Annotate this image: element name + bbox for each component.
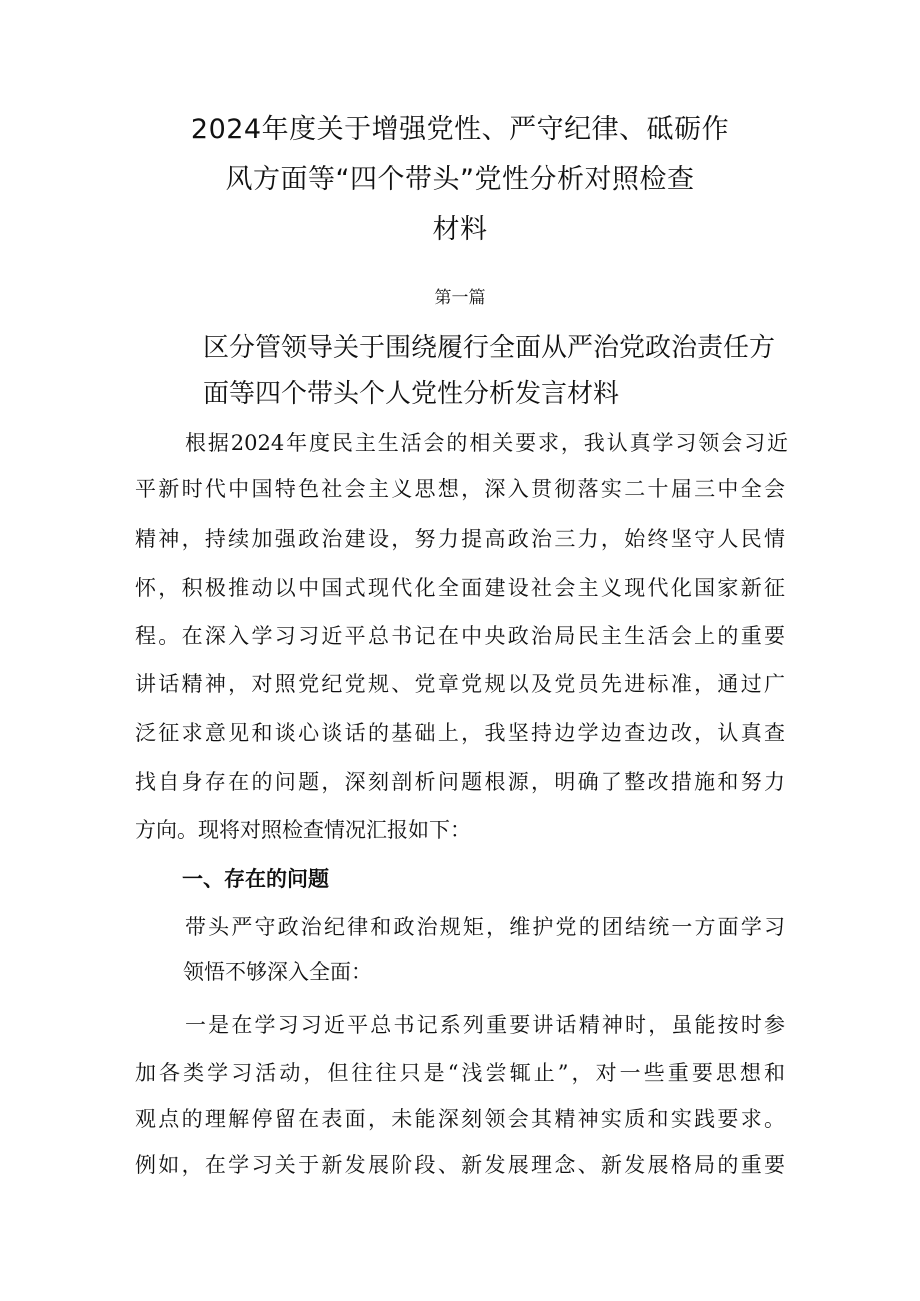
intro-line: 泛征求意见和谈心谈话的基础上，我坚持边学边查边改，认真查 bbox=[135, 721, 785, 745]
intro-line: 怀，积极推动以中国式现代化全面建设社会主义现代化国家新征 bbox=[135, 576, 785, 600]
intro-line: 根据2024年度民主生活会的相关要求，我认真学习领会习近 bbox=[185, 431, 788, 455]
intro-line: 精神，持续加强政治建设，努力提高政治三力，始终坚守人民情 bbox=[135, 527, 785, 551]
point-line: 例如，在学习关于新发展阶段、新发展理念、新发展格局的重要 bbox=[135, 1153, 785, 1177]
intro-line: 方向。现将对照检查情况汇报如下： bbox=[135, 818, 471, 842]
subsection-heading-line: 带头严守政治纪律和政治规矩，维护党的团结统一方面学习 bbox=[185, 915, 785, 939]
point-line: 加各类学习活动，但往往只是“浅尝辄止”，对一些重要思想和 bbox=[135, 1061, 785, 1085]
intro-line: 找自身存在的问题，深刻剖析问题根源，明确了整改措施和努力 bbox=[135, 770, 785, 794]
document-subtitle: 第一篇 bbox=[434, 288, 486, 308]
point-line: 一是在学习习近平总书记系列重要讲话精神时，虽能按时参 bbox=[185, 1013, 785, 1037]
article-heading-line-1: 区分管领导关于围绕履行全面从严治党政治责任方 bbox=[203, 333, 776, 363]
intro-line: 讲话精神，对照党纪党规、党章党规以及党员先进标准，通过广 bbox=[135, 672, 785, 696]
document-title-line-1: 2024年度关于增强党性、严守纪律、砥砺作 bbox=[190, 114, 730, 145]
intro-line: 程。在深入学习习近平总书记在中央政治局民主生活会上的重要 bbox=[135, 624, 785, 648]
subsection-heading-line: 领悟不够深入全面： bbox=[183, 960, 372, 984]
article-heading-line-2: 面等四个带头个人党性分析发言材料 bbox=[203, 379, 620, 409]
point-line: 观点的理解停留在表面，未能深刻领会其精神实质和实践要求。 bbox=[135, 1107, 785, 1131]
intro-line: 平新时代中国特色社会主义思想，深入贯彻落实二十届三中全会 bbox=[135, 477, 785, 501]
document-title-line-2: 风方面等“四个带头”党性分析对照检查 bbox=[225, 164, 695, 195]
document-title-line-3: 材料 bbox=[432, 214, 488, 245]
section-heading: 一、存在的问题 bbox=[182, 867, 329, 891]
